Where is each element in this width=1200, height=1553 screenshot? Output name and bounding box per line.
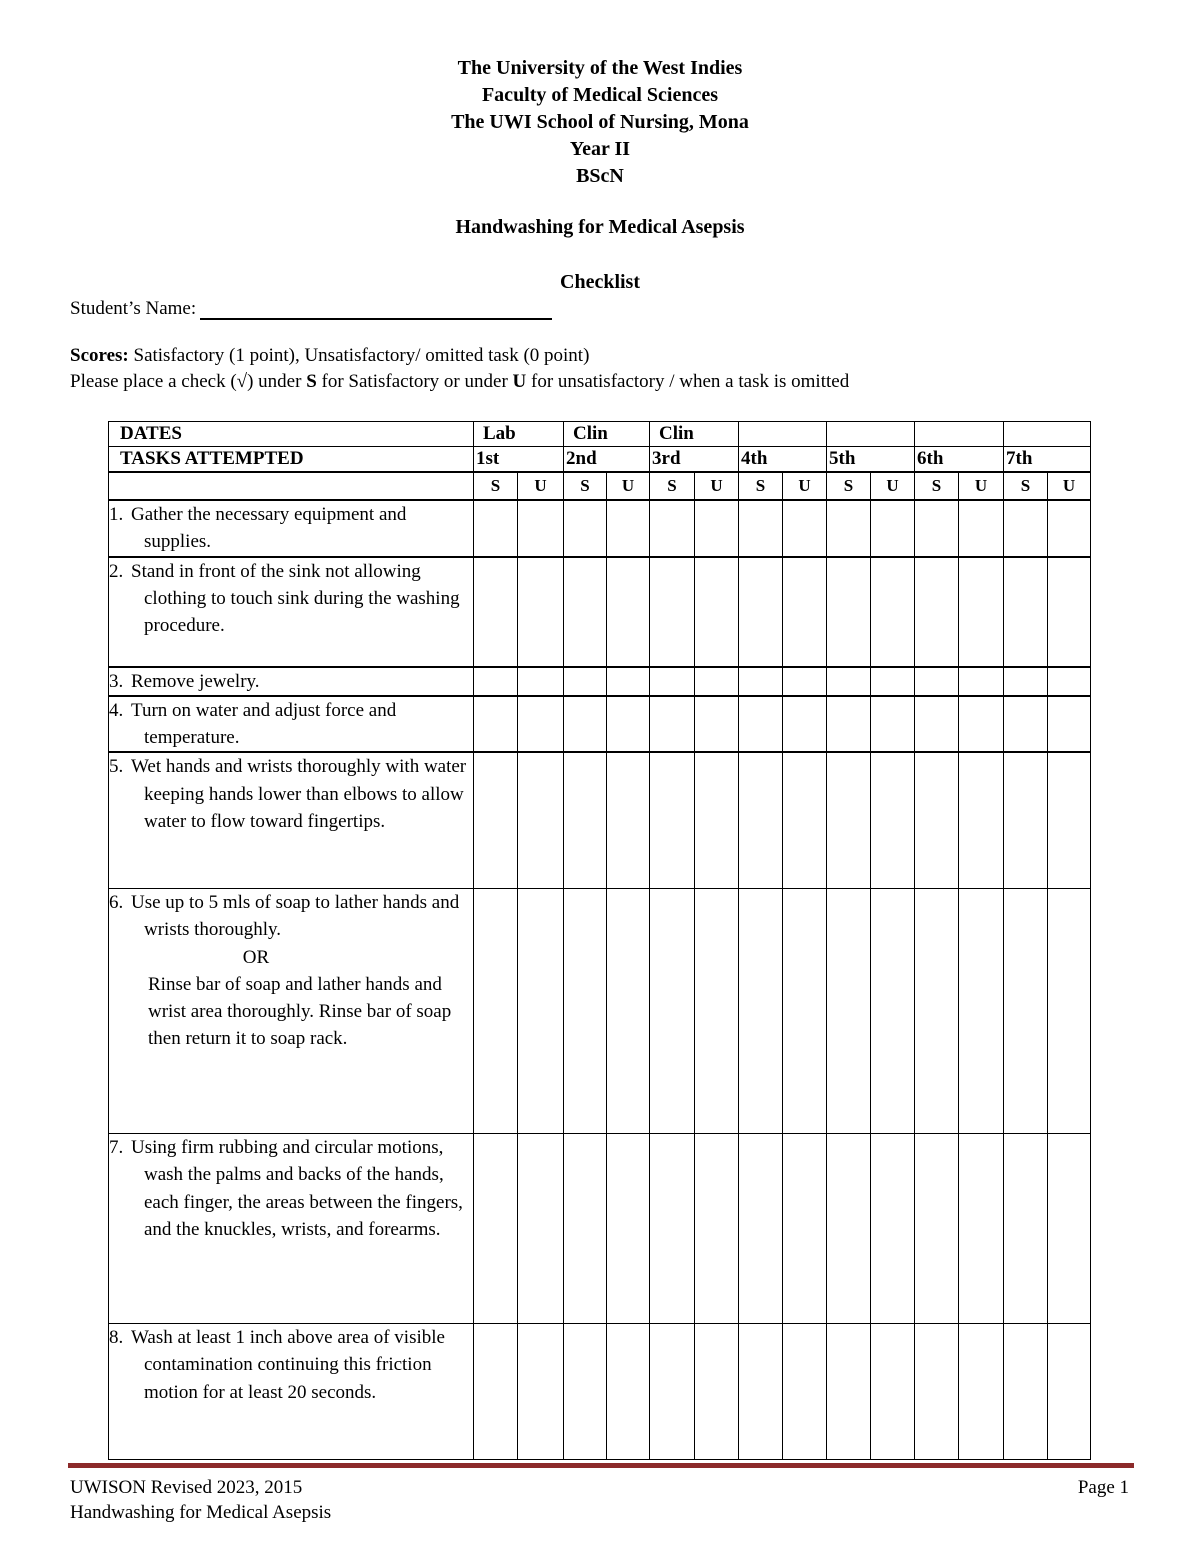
s-check-cell[interactable] [564,557,607,667]
s-check-cell[interactable] [915,500,959,557]
s-header: S [1004,472,1048,500]
u-check-cell[interactable] [518,1323,564,1459]
u-check-cell[interactable] [871,557,915,667]
s-check-cell[interactable] [650,888,695,1133]
instruction-line [70,371,849,393]
u-check-cell[interactable] [1048,752,1091,888]
scores-text: Satisfactory (1 point), Unsatisfactory/ omitted task (0 point) [133,345,590,366]
attempts-row [109,447,1091,473]
attempt-2: 2nd [564,447,650,473]
s-check-cell[interactable] [827,500,871,557]
date-col-1[interactable]: Lab [474,422,564,447]
s-check-cell[interactable] [827,696,871,753]
u-check-cell[interactable] [695,1133,739,1323]
task-description [109,1323,474,1459]
u-check-cell[interactable] [518,696,564,753]
u-check-cell[interactable] [1048,1133,1091,1323]
task-row [109,557,1091,667]
s-check-cell[interactable] [650,1323,695,1459]
s-check-cell[interactable] [474,752,518,888]
scores-line [70,345,589,367]
u-check-cell[interactable] [518,667,564,696]
student-name-label: Student’s Name: [70,298,197,319]
s-check-cell[interactable] [739,557,783,667]
school-name: The UWI School of Nursing, Mona [451,111,749,133]
task-number: 6. [109,891,124,913]
u-check-cell[interactable] [871,1133,915,1323]
s-check-cell[interactable] [474,1323,518,1459]
s-check-cell[interactable] [650,696,695,753]
s-check-cell[interactable] [474,1133,518,1323]
s-check-cell[interactable] [564,1133,607,1323]
task-description [109,500,474,557]
task-description [109,888,474,1133]
s-check-cell[interactable] [739,500,783,557]
task-number: 3. [109,670,124,692]
s-check-cell[interactable] [650,500,695,557]
task-row [109,500,1091,557]
s-check-cell[interactable] [827,1133,871,1323]
u-check-cell[interactable] [959,500,1004,557]
u-check-cell[interactable] [783,1133,827,1323]
u-check-cell[interactable] [959,696,1004,753]
checklist-title: Checklist [560,271,640,293]
u-check-cell[interactable] [871,667,915,696]
s-check-cell[interactable] [1004,667,1048,696]
s-check-cell[interactable] [650,667,695,696]
scores-label: Scores: [70,345,129,366]
s-check-cell[interactable] [739,696,783,753]
s-check-cell[interactable] [915,752,959,888]
attempt-3: 3rd [650,447,739,473]
s-header: S [564,472,607,500]
s-check-cell[interactable] [739,1323,783,1459]
footer-revised: UWISON Revised 2023, 2015 [70,1477,303,1498]
s-check-cell[interactable] [474,557,518,667]
date-col-7[interactable] [1004,422,1091,447]
u-header: U [783,472,827,500]
u-check-cell[interactable] [783,557,827,667]
s-check-cell[interactable] [915,1133,959,1323]
u-check-cell[interactable] [783,752,827,888]
u-check-cell[interactable] [607,500,650,557]
date-col-5[interactable] [827,422,915,447]
task-description [109,667,474,696]
date-col-3[interactable]: Clin [650,422,739,447]
u-header: U [871,472,915,500]
s-check-cell[interactable] [650,1133,695,1323]
u-check-cell[interactable] [695,500,739,557]
u-check-cell[interactable] [695,752,739,888]
task-text: Gather the necessary equipment and supplies. [131,504,407,553]
u-check-cell[interactable] [871,696,915,753]
u-check-cell[interactable] [695,696,739,753]
s-check-cell[interactable] [739,752,783,888]
u-check-cell[interactable] [607,696,650,753]
attempt-4: 4th [739,447,827,473]
footer-page-number: Page 1 [1077,1477,1129,1498]
task-number: 8. [109,1326,124,1348]
s-header: S [474,472,518,500]
attempt-1: 1st [474,447,564,473]
u-check-cell[interactable] [518,1133,564,1323]
u-check-cell[interactable] [1048,557,1091,667]
u-check-cell[interactable] [959,557,1004,667]
student-name-row [70,298,552,320]
u-check-cell[interactable] [1048,500,1091,557]
u-check-cell[interactable] [959,1323,1004,1459]
u-header: U [1048,472,1091,500]
program-label: BScN [576,165,624,187]
year-label: Year II [569,138,631,160]
s-check-cell[interactable] [915,1323,959,1459]
u-header: U [959,472,1004,500]
footer-doc-title: Handwashing for Medical Asepsis [70,1502,332,1523]
s-check-cell[interactable] [564,888,607,1133]
s-check-cell[interactable] [564,667,607,696]
s-check-cell[interactable] [915,696,959,753]
u-check-cell[interactable] [607,752,650,888]
footer-divider [68,1463,1134,1468]
task-text: Using firm rubbing and circular motions, wash the palms and backs of the hands, each finger, the areas between the fingers, and the knuckles, wrists, and forearms. [131,1136,463,1240]
task-row [109,667,1091,696]
s-check-cell[interactable] [739,1133,783,1323]
task-row [109,1323,1091,1459]
s-check-cell[interactable] [739,888,783,1133]
s-check-cell[interactable] [650,557,695,667]
instruction-text-1: Please place a check (√) under [70,371,307,392]
task-number: 2. [109,560,124,582]
dates-row [109,422,1091,447]
task-number: 7. [109,1136,124,1158]
task-text: Wet hands and wrists thoroughly with water keeping hands lower than elbows to allow water to flow toward fingertips. [131,756,467,833]
task-row [109,888,1091,1133]
task-text: Wash at least 1 inch above area of visible contamination continuing this friction motion for at least 20 seconds. [131,1326,445,1403]
instruction-s: S [306,371,317,392]
s-check-cell[interactable] [827,667,871,696]
date-col-6[interactable] [915,422,1004,447]
task-row [109,696,1091,753]
university-name: The University of the West Indies [457,57,743,79]
s-header: S [915,472,959,500]
u-check-cell[interactable] [1048,696,1091,753]
u-check-cell[interactable] [1048,888,1091,1133]
u-header: U [518,472,564,500]
u-check-cell[interactable] [1048,1323,1091,1459]
task-description [109,1133,474,1323]
su-row [109,472,1091,500]
attempt-6: 6th [915,447,1004,473]
task-alternative-text: Rinse bar of soap and lather hands and wrist area thoroughly. Rinse bar of soap then return it to soap rack. [148,973,452,1050]
s-check-cell[interactable] [827,1323,871,1459]
s-check-cell[interactable] [1004,752,1048,888]
s-header: S [739,472,783,500]
u-check-cell[interactable] [695,1323,739,1459]
u-check-cell[interactable] [959,1133,1004,1323]
s-check-cell[interactable] [474,696,518,753]
u-check-cell[interactable] [783,696,827,753]
s-check-cell[interactable] [1004,1323,1048,1459]
s-check-cell[interactable] [474,888,518,1133]
s-check-cell[interactable] [1004,557,1048,667]
s-check-cell[interactable] [827,557,871,667]
u-check-cell[interactable] [518,752,564,888]
attempt-5: 5th [827,447,915,473]
s-check-cell[interactable] [915,888,959,1133]
u-check-cell[interactable] [607,667,650,696]
u-check-cell[interactable] [783,500,827,557]
u-check-cell[interactable] [607,1133,650,1323]
u-check-cell[interactable] [607,888,650,1133]
u-check-cell[interactable] [871,888,915,1133]
s-check-cell[interactable] [915,557,959,667]
tasks-attempted-label: TASKS ATTEMPTED [109,447,474,473]
dates-label: DATES [109,422,474,447]
u-check-cell[interactable] [783,888,827,1133]
u-check-cell[interactable] [518,500,564,557]
checklist-table [108,421,1091,1460]
s-check-cell[interactable] [564,696,607,753]
u-check-cell[interactable] [607,557,650,667]
u-check-cell[interactable] [959,888,1004,1133]
faculty-name: Faculty of Medical Sciences [481,84,719,106]
s-check-cell[interactable] [1004,500,1048,557]
task-description [109,752,474,888]
u-check-cell[interactable] [518,557,564,667]
s-check-cell[interactable] [1004,696,1048,753]
s-check-cell[interactable] [564,500,607,557]
instruction-u: U [512,371,527,392]
task-number: 4. [109,699,124,721]
s-check-cell[interactable] [564,752,607,888]
s-check-cell[interactable] [739,667,783,696]
task-number: 5. [109,756,124,778]
u-check-cell[interactable] [695,667,739,696]
u-check-cell[interactable] [871,500,915,557]
u-check-cell[interactable] [783,1323,827,1459]
u-check-cell[interactable] [607,1323,650,1459]
s-check-cell[interactable] [1004,888,1048,1133]
task-row [109,752,1091,888]
u-check-cell[interactable] [871,1323,915,1459]
u-check-cell[interactable] [959,752,1004,888]
u-check-cell[interactable] [695,888,739,1133]
s-check-cell[interactable] [827,752,871,888]
u-check-cell[interactable] [871,752,915,888]
instruction-text-3: for unsatisfactory / when a task is omitted [526,371,850,392]
u-check-cell[interactable] [518,888,564,1133]
task-text: Turn on water and adjust force and temperature. [131,699,397,749]
task-description [109,696,474,753]
s-check-cell[interactable] [650,752,695,888]
task-or-label: OR [242,946,270,968]
su-row-blank [109,472,474,500]
u-check-cell[interactable] [1048,667,1091,696]
date-col-4[interactable] [739,422,827,447]
s-header: S [650,472,695,500]
s-check-cell[interactable] [474,500,518,557]
s-check-cell[interactable] [915,667,959,696]
student-name-field[interactable] [200,300,552,320]
u-header: U [607,472,650,500]
document-subtitle: Handwashing for Medical Asepsis [455,216,745,238]
u-check-cell[interactable] [959,667,1004,696]
document-header [0,55,1200,190]
s-check-cell[interactable] [564,1323,607,1459]
task-description [109,557,474,667]
attempt-7: 7th [1004,447,1091,473]
u-check-cell[interactable] [783,667,827,696]
s-check-cell[interactable] [1004,1133,1048,1323]
s-header: S [827,472,871,500]
task-text: Use up to 5 mls of soap to lather hands and wrists thoroughly. [131,891,460,941]
u-check-cell[interactable] [695,557,739,667]
task-row [109,1133,1091,1323]
date-col-2[interactable]: Clin [564,422,650,447]
task-text: Stand in front of the sink not allowing clothing to touch sink during the washing procedure. [131,560,460,637]
s-check-cell[interactable] [827,888,871,1133]
s-check-cell[interactable] [474,667,518,696]
task-text: Remove jewelry. [131,670,260,692]
task-number: 1. [109,504,124,525]
u-header: U [695,472,739,500]
instruction-text-2: for Satisfactory or under [316,371,513,392]
